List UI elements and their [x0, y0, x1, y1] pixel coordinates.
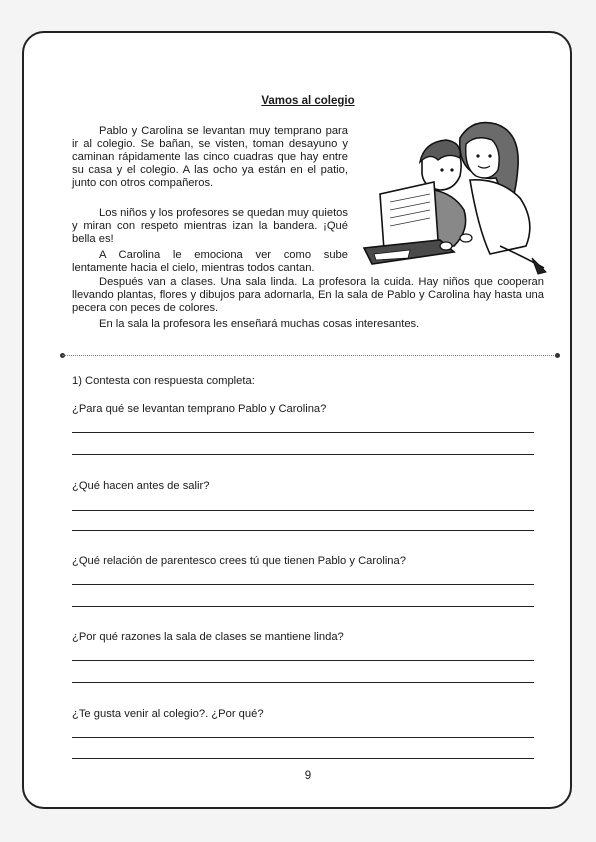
- answer-line-2b[interactable]: [72, 530, 534, 531]
- divider-right-dot: [555, 353, 560, 358]
- question-2: ¿Qué hacen antes de salir?: [72, 480, 210, 492]
- question-4: ¿Por qué razones la sala de clases se mantiene linda?: [72, 631, 344, 643]
- answer-line-2a[interactable]: [72, 510, 534, 511]
- question-3: ¿Qué relación de parentesco crees tú que tienen Pablo y Carolina?: [72, 555, 406, 567]
- section-divider: [62, 355, 558, 356]
- story-paragraph-2: Los niños y los profesores se quedan muy quietos y miran con respeto mientras izan la bandera. ¡Qué bella es!: [72, 207, 348, 246]
- children-reading-book-illustration: [350, 118, 550, 278]
- answer-line-3b[interactable]: [72, 606, 534, 607]
- story-paragraph-4: Después van a clases. Una sala linda. La profesora la cuida. Hay niños que cooperan llevando plantas, flores y dibujos para adornarla, En la sala de Pablo y Carolina hay hasta una pecera con peces de colores.: [72, 276, 544, 315]
- instruction-text: 1) Contesta con respuesta completa:: [72, 375, 255, 387]
- worksheet-title: Vamos al colegio: [261, 95, 355, 107]
- story-paragraph-3: A Carolina le emociona ver como sube lentamente hacia el cielo, mientras todos cantan.: [72, 249, 348, 275]
- answer-line-3a[interactable]: [72, 584, 534, 585]
- answer-line-1a[interactable]: [72, 432, 534, 433]
- answer-line-5b[interactable]: [72, 758, 534, 759]
- question-5: ¿Te gusta venir al colegio?. ¿Por qué?: [72, 708, 264, 720]
- answer-line-4a[interactable]: [72, 660, 534, 661]
- story-paragraph-1: Pablo y Carolina se levantan muy temprano para ir al colegio. Se bañan, se visten, toman desayuno y caminan rápidamente las cinco cuadras que hay entre su casa y el colegio. A las ocho ya están en el patio, junto con otros compañeros.: [72, 125, 348, 190]
- question-1: ¿Para qué se levantan temprano Pablo y Carolina?: [72, 403, 327, 415]
- page-number: 9: [304, 770, 312, 782]
- answer-line-1b[interactable]: [72, 454, 534, 455]
- answer-line-5a[interactable]: [72, 737, 534, 738]
- story-paragraph-5: En la sala la profesora les enseñará muchas cosas interesantes.: [99, 318, 420, 330]
- answer-line-4b[interactable]: [72, 682, 534, 683]
